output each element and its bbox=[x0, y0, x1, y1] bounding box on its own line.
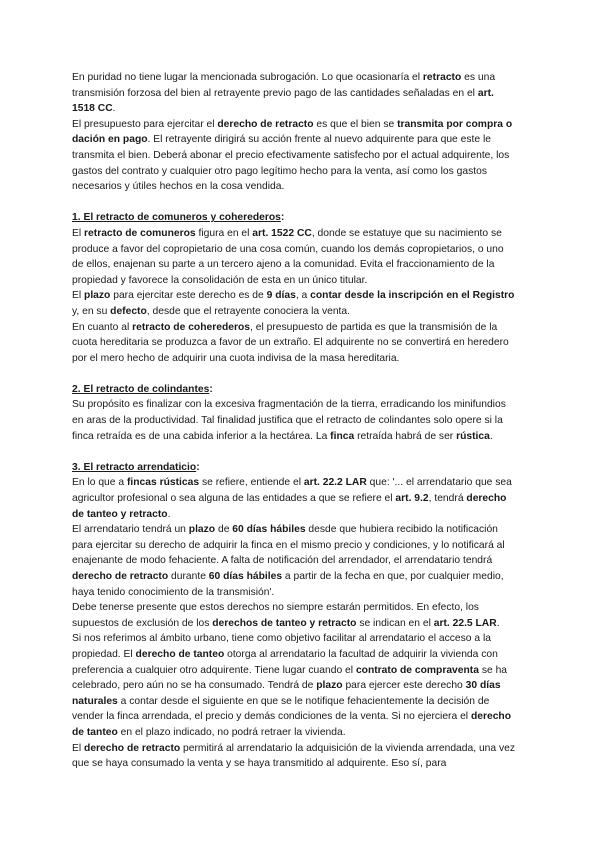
paragraph-presupuesto: El presupuesto para ejercitar el derecho de retracto es que el bien se transmita por compra o dación en pago. El retrayente dirigirá su acción frente al nuevo adquirente para que este le transmita el bien. Deberá abonar el precio efectivamente satisfecho por el actual adquirente, los gastos del contrato y cualquier otro pago legítimo hecho para la venta, así como los gastos necesarios y útiles hechos en la cosa vendida. bbox=[72, 118, 513, 193]
section-heading-arrendaticio: 3. El retracto arrendaticio: bbox=[72, 461, 200, 473]
paragraph-fincas-rusticas: En lo que a fincas rústicas se refiere, entiende el art. 22.2 LAR que: '... el arrendatario que sea agricultor profesional o sea alguna de las entidades a que se refiere el art. 9.2, tendrá derecho de tanteo y retracto. bbox=[72, 477, 512, 520]
paragraph-ambito-urbano: Si nos referimos al ámbito urbano, tiene como objetivo facilitar al arrendatario el acceso a la propiedad. El derecho de tanteo otorga al arrendatario la facultad de adquirir la vivienda con preferencia a cualquier otro adquirente. Tiene lugar cuando el contrato de compraventa se ha celebrado, pero aún no se ha consumado. Tendrá de plazo para ejercer este derecho 30 días naturales a contar desde el siguiente en que se le notifique fehacientemente la decisión de vender la finca arrendada, el precio y demás condiciones de la venta. Si no ejerciera el derecho de tanteo en el plazo indicado, no podrá retraer la vivienda. bbox=[72, 633, 512, 738]
paragraph-retracto-coherederos: En cuanto al retracto de coherederos, el presupuesto de partida es que la transmisión de la cuota hereditaria se produzca a favor de un extraño. El adquirente no se convertirá en heredero por el mero hecho de adquirir una cuota indivisa de la masa hereditaria. bbox=[72, 321, 509, 364]
section-heading-colindantes: 2. El retracto de colindantes: bbox=[72, 383, 213, 395]
section-heading-comuneros: 1. El retracto de comuneros y coherederos: bbox=[72, 212, 285, 224]
paragraph-exclusion: Debe tenerse presente que estos derechos no siempre estarán permitidos. En efecto, los supuestos de exclusión de los derechos de tanteo y retracto se indican en el art. 22.5 LAR. bbox=[72, 602, 500, 629]
spacer bbox=[72, 366, 516, 382]
spacer bbox=[72, 444, 516, 460]
paragraph-derecho-retracto: El derecho de retracto permitirá al arrendatario la adquisición de la vivienda arrendada, una vez que se haya consumado la venta y se haya transmitido al adquirente. Eso sí, para bbox=[72, 742, 516, 770]
paragraph-colindantes: Su propósito es finalizar con la excesiva fragmentación de la tierra, erradicando los minifundios en aras de la productividad. Tal finalidad justifica que el retracto de colindantes solo opere si la finca retraída es de una cabida inferior a la hectárea. La finca retraída habrá de ser rústica. bbox=[72, 399, 506, 442]
paragraph-retracto-comuneros: El retracto de comuneros figura en el art. 1522 CC, donde se estatuye que su nacimiento se produce a favor del copropietario de una cosa común, cuando los demás copropietarios, o uno de ellos, enajenan su parte a un tercero ajeno a la comunidad. Evita el fraccionamiento de la propiedad y favorece la consolidación de esta en un único titular. bbox=[72, 227, 504, 286]
spacer bbox=[72, 195, 516, 211]
paragraph-subrogacion: En puridad no tiene lugar la mencionada subrogación. Lo que ocasionaría el retracto es una transmisión forzosa del bien al retrayente previo pago de las cantidades señaladas en el art. 1518 CC. bbox=[72, 72, 496, 115]
paragraph-plazo-comuneros: El plazo para ejercitar este derecho es de 9 días, a contar desde la inscripción en el Registro y, en su defecto, desde que el retrayente conociera la venta. bbox=[72, 290, 515, 317]
paragraph-plazo-arrendatario: El arrendatario tendrá un plazo de 60 días hábiles desde que hubiera recibido la notificación para ejercitar su derecho de adquirir la finca en el mismo precio y condiciones, y lo notificará al enajenante de modo fehaciente. A falta de notificación del arrendador, el arrendatario tendrá derecho de retracto durante 60 días hábiles a partir de la fecha en que, por cualquier medio, haya tenido conocimiento de la transmisión'. bbox=[72, 524, 505, 598]
